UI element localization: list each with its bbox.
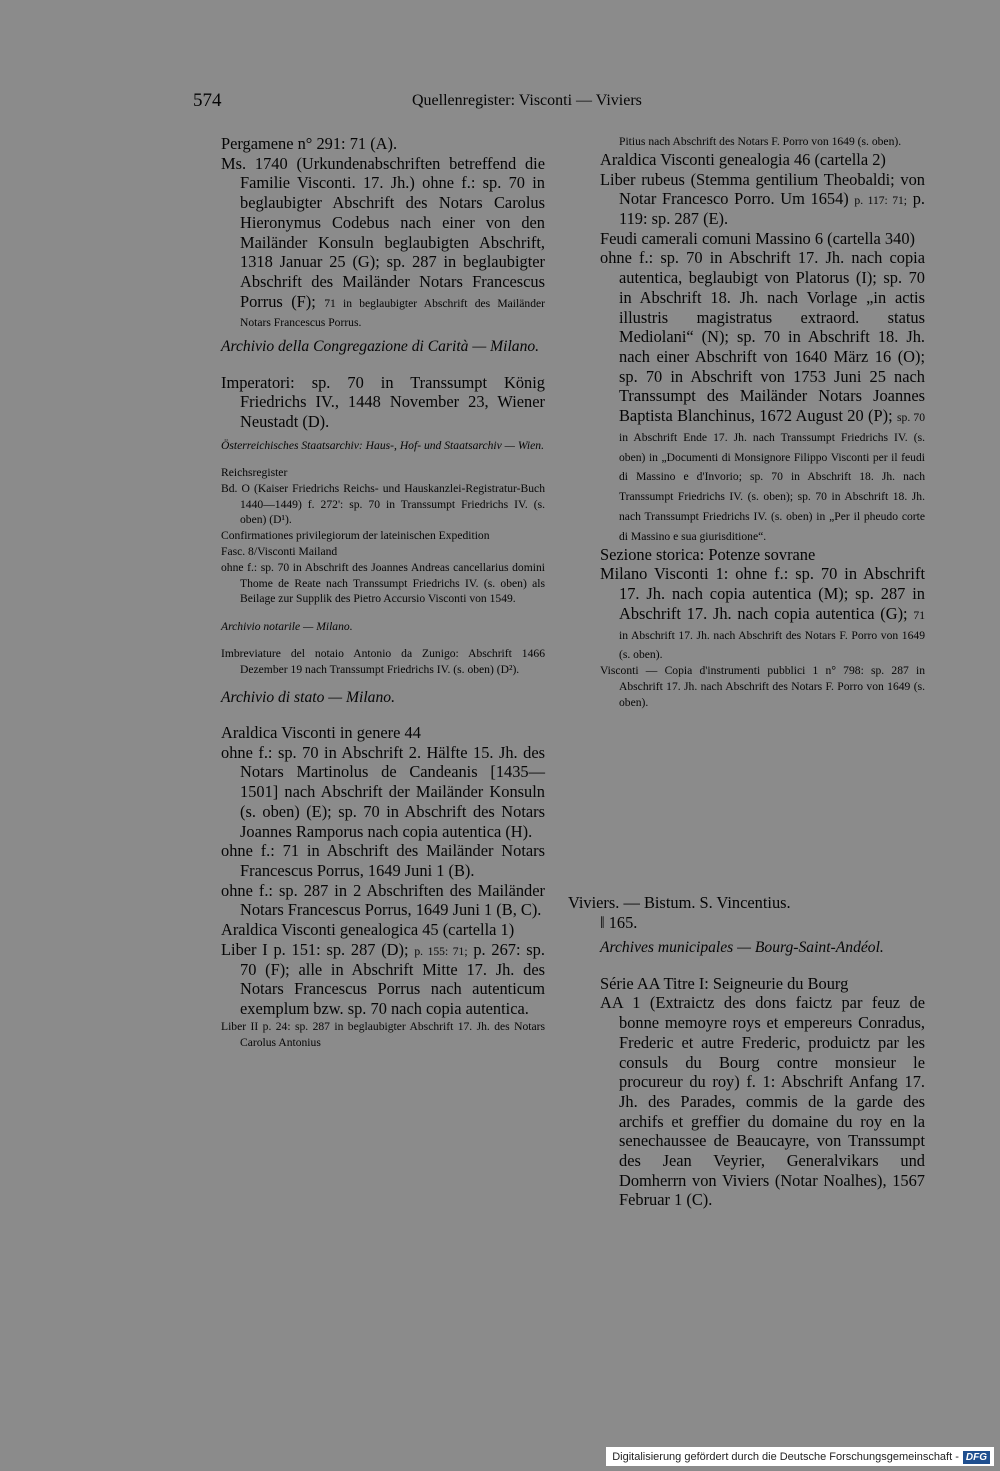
entry: Sezione storica: Potenze sovrane [600,544,816,564]
left-column [221,134,545,1050]
entry: ohne f.: 71 in Abschrift des Mailänder Notars Francescus Porrus, 1649 Juni 1 (B). [221,841,545,880]
entry-small-text: sp. 70 in Abschrift Ende 17. Jh. nach Transsumpt Friedrichs IV. (s. oben) in „Documenti di Monsignore Filippo Visconti per il feudi di Massino e d'Invorio; sp. 70 in Abschrift 18. Jh. nach Transsumpt Friedrichs IV. (s. oben); sp. 70 in Abschrift 18. Jh. nach Transsumpt Friedrichs IV. (s. oben) in „Per il pheudo corte di Massino e sua giurisditione“. [619,411,925,543]
entry: Araldica Visconti in genere 44 [221,723,421,743]
lemma-reference: ‖ 165. [600,912,638,932]
archive-heading: Archivio notarile — Milano. [221,619,353,633]
entry-text: Ms. 1740 (Urkundenabschriften betreffend die Familie Visconti. 17. Jh.) ohne f.: sp. 70 in beglaubigter Abschrift des Notars Carolus Hieronymus Codebus nach einer von den Mailänder Konsuln beglaubigten Abschrift, 1318 Januar 25 (G); sp. 287 in beglaubigter Abschrift des Mailänder Notars Francescus Porrus (F); [221,153,545,311]
entry: Bd. O (Kaiser Friedrichs Reichs- und Hauskanzlei-Registratur-Buch 1440—1449) f. 272': sp. 70 in Transsumpt Friedrichs IV. (s. oben) (D¹). [221,481,545,527]
entry-small-text: 71 in Abschrift 17. Jh. nach Abschrift des Notars F. Porro von 1649 (s. oben). [619,608,925,662]
archive-heading: Archivio di stato — Milano. [221,688,395,706]
archive-heading: Archivio della Congregazione di Carità — Milano. [221,338,540,356]
right-column-lower [568,893,925,1210]
entry: Araldica Visconti genealogica 45 (cartella 1) [221,920,515,940]
archive-heading: Österreichisches Staatsarchiv: Haus-, Hof- und Staatsarchiv — Wien. [221,438,544,452]
entry [221,154,545,332]
entry-text: Liber I p. 151: sp. 287 (D); [221,939,409,959]
entry-small-text: 71 in beglaubigter Abschrift des Mailänder Notars Francescus Porrus. [240,296,545,330]
entry: Araldica Visconti genealogia 46 (cartella 2) [600,149,886,169]
entry: Imbreviature del notaio Antonio da Zunigo: Abschrift 1466 Dezember 19 nach Transsumpt Friedrichs IV. (s. oben) (D²). [221,647,545,676]
entry-text: p. 119: sp. 287 (E). [619,189,926,228]
page-number: 574 [193,90,222,111]
right-column [600,134,925,711]
footer-text: Digitalisierung gefördert durch die Deutsche Forschungsgemeinschaft - [612,1451,959,1463]
entry: ohne f.: sp. 70 in Abschrift 2. Hälfte 15. Jh. des Notars Martinolus de Candeanis [1435—1501] nach Abschrift der Mailänder Konsuln (s. oben) (E); sp. 70 in Abschrift des Notars Joannes Ramporus nach copia autentica (H). [221,742,545,841]
entry: Pergamene n° 291: 71 (A). [221,134,398,153]
entry-text: ohne f.: sp. 70 in Abschrift 17. Jh. nach copia autentica, beglaubigt von Platorus (I); sp. 70 in Abschrift 18. Jh. nach Vorlage „in actis illustris magistratus extraord. status Mediolani“ (N); sp. 70 in Abschrift 18. Jh. nach einer Abschrift von 1640 März 16 (O); sp. 70 in Abschrift von 1753 Juni 25 nach Transsumpt des Mailänder Notars Joannes Baptista Blanchinus, 1672 August 20 (P); [600,248,925,426]
entry: ohne f.: sp. 70 in Abschrift des Joannes Andreas cancellarius domini Thome de Reate nach Transsumpt Friedrichs IV. (s. oben) als Beilage zur Supplik des Pietro Accursio Visconti von 1549. [221,560,545,606]
entry-text: p. 267: sp. 70 (F); alle in Abschrift Mitte 17. Jh. des Notars Francescus Porrus nach autenticum exemplum bzw. sp. 70 nach copia autentica. [240,939,545,1018]
entry [600,248,925,544]
entry: ohne f.: sp. 287 in 2 Abschriften des Mailänder Notars Francescus Porrus, 1649 Juni 1 (B, C). [221,880,545,920]
running-head: Quellenregister: Visconti — Viviers [412,92,642,109]
entry: Fasc. 8/Visconti Mailand [221,545,338,558]
entry [600,170,925,229]
archive-heading: Archives municipales — Bourg-Saint-Andéol. [600,939,884,957]
entry: Reichsregister [221,466,288,480]
entry [600,564,925,663]
entry-small-text: p. 155: 71; [414,944,468,958]
entry: Confirmationes privilegiorum der lateinischen Expedition [221,529,490,543]
entry: AA 1 (Extraictz des dons faictz par feuz de bonne memoyre roys et empereurs Conradus, Frederic et autre Frederic, produictz par les consuls du Bourg contre monsieur le procureur du roy) f. 1: Abschrift Anfang 17. Jh. des Parades, commis de la garde des archifs et greffier du domaine du roy en la senechaussee de Beaucayre, von Transsumpt des Jean Veyrier, Generalvikars und Domherrn von Viviers (Notar Noalhes), 1567 Februar 1 (C). [600,993,925,1210]
entry-continuation: Pitius nach Abschrift des Notars F. Porro von 1649 (s. oben). [619,135,902,148]
entry-text: Milano Visconti 1: ohne f.: sp. 70 in Abschrift 17. Jh. nach copia autentica (M); sp. 287 in Abschrift 17. Jh. nach copia autentica (G); [600,564,925,623]
entry: Imperatori: sp. 70 in Transsumpt König Friedrichs IV., 1448 November 23, Wiener Neustadt (D). [221,372,545,431]
entry-small-text: p. 117: 71; [854,194,908,208]
entry: Liber II p. 24: sp. 287 in beglaubigter Abschrift 17. Jh. des Notars Carolus Antonius [221,1019,545,1049]
entry-text: Liber rubeus (Stemma gentilium Theobaldi; von Notar Francesco Porro. Um 1654) [600,169,925,209]
entry: Feudi camerali comuni Massino 6 (cartella 340) [600,228,915,248]
dfg-footer [606,1447,994,1466]
entry [221,940,545,1019]
dfg-logo-icon: DFG [963,1451,990,1464]
entry: Visconti — Copia d'instrumenti pubblici 1 n° 798: sp. 287 in Abschrift 17. Jh. nach Abschrift des Notars F. Porro von 1649 (s. oben). [600,664,925,709]
lemma-heading: Viviers. — Bistum. S. Vincentius. [568,893,791,912]
entry: Série AA Titre I: Seigneurie du Bourg [600,973,849,993]
